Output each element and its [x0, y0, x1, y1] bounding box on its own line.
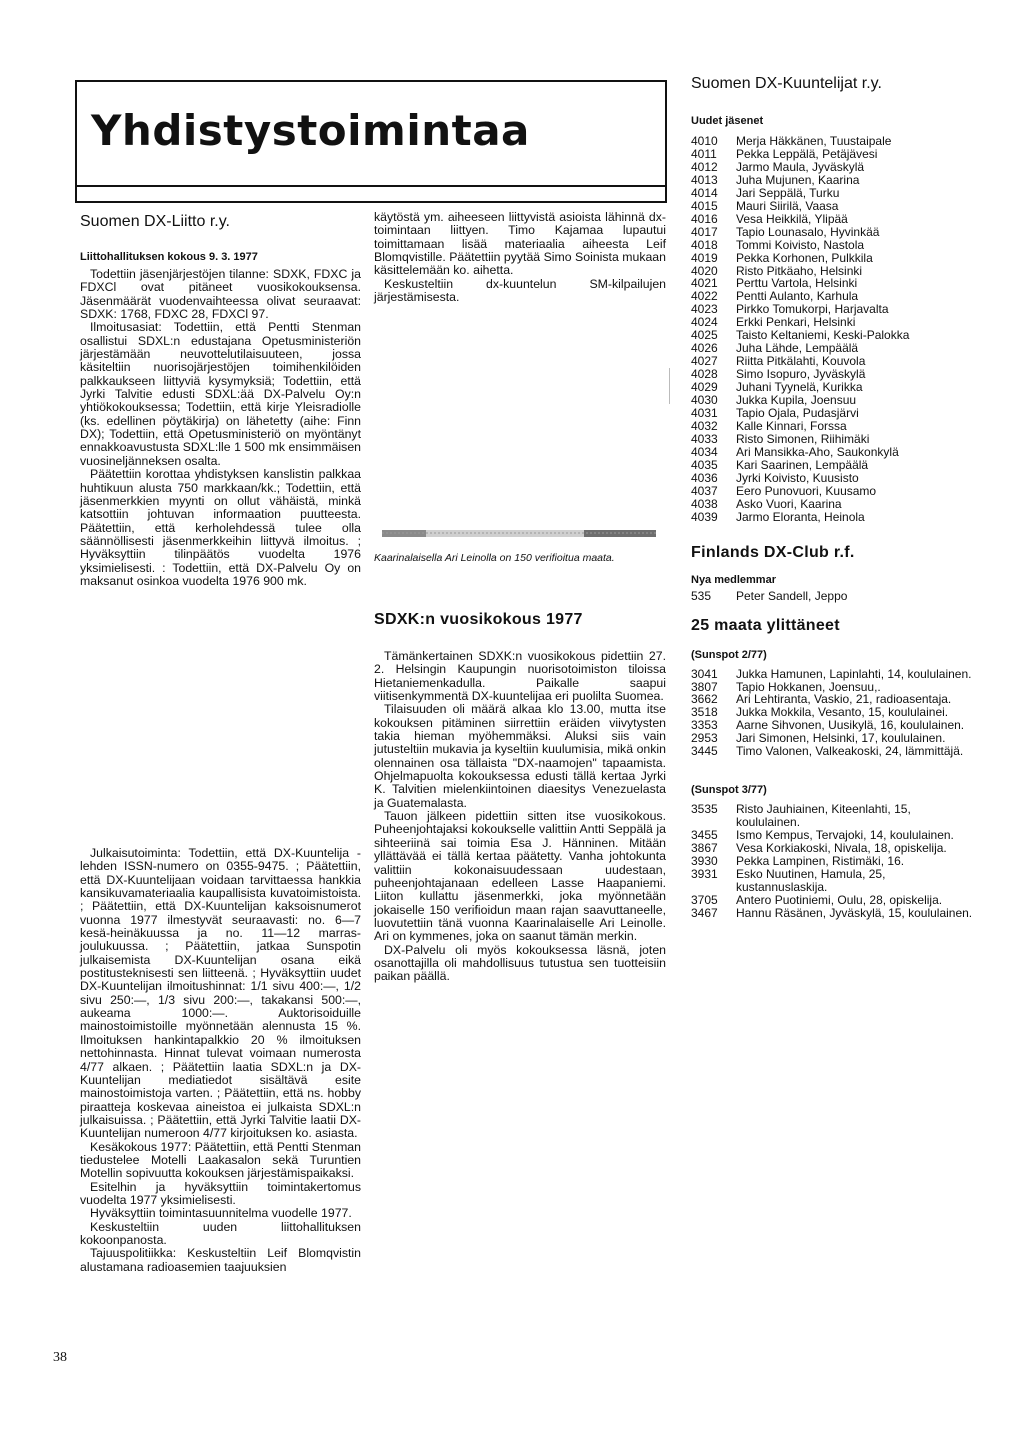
member-name: Taisto Keltaniemi, Keski-Palokka [736, 328, 910, 343]
right-column [691, 75, 977, 920]
column-rule [669, 368, 670, 404]
member-name: Kalle Kinnari, Forssa [736, 418, 847, 433]
list-item [691, 433, 977, 446]
list-item [691, 446, 977, 459]
member-number: 535 [691, 588, 712, 603]
member-name: Timo Valonen, Valkeakoski, 24, lämmittäjä. [736, 744, 964, 759]
member-name: Pekka Lampinen, Ristimäki, 16. [736, 854, 905, 869]
list-item [691, 907, 977, 920]
member-name: Perttu Vartola, Helsinki [736, 276, 858, 291]
member-name: Jari Seppälä, Turku [736, 185, 840, 200]
member-name: Asko Vuori, Kaarina [736, 496, 842, 511]
member-number: 4018 [691, 237, 718, 252]
member-number: 2953 [691, 731, 718, 746]
member-number: 4024 [691, 315, 718, 330]
member-number: 4038 [691, 496, 718, 511]
sunspot-2-heading: (Sunspot 2/77) [691, 648, 767, 661]
sunspot-2-list [691, 668, 977, 759]
member-name: Vesa Heikkilä, Ylipää [736, 211, 848, 226]
paragraph: Hyväksyttiin toimintasuunnitelma vuodelle 1977. [90, 1206, 352, 1221]
paragraph: Kesäkokous 1977: Päätettiin, että Pentti Stenman tiedustelee Motelli Laakasalon sekä Turuntien Motellin sopivuutta kokouksen järjestämispaikaksi. [80, 1139, 361, 1181]
member-number: 4010 [691, 134, 718, 148]
new-members-heading: Uudet jäsenet [691, 115, 764, 127]
title-box-rule [77, 185, 665, 187]
title-box [75, 80, 667, 203]
member-name: Risto Simonen, Riihimäki [736, 431, 870, 446]
member-name: Jyrki Koivisto, Kuusisto [736, 470, 859, 485]
member-name: Kari Saarinen, Lempäälä [736, 457, 869, 472]
member-name: Ari Mansikka-Aho, Saukonkylä [736, 444, 899, 459]
member-name: Riitta Pitkälahti, Kouvola [736, 354, 866, 369]
member-name: Ari Lehtiranta, Vaskio, 21, radioasentaja. [736, 692, 952, 707]
sunspot-3-heading: (Sunspot 3/77) [691, 784, 767, 797]
paragraph: käytöstä ym. aiheeseen liittyvistä asioista lähinnä dx-toimintaan liittyen. Timo Kajamaa lupautui toimittamaan lisää materiaalia aiheesta Leif Blomqvistille. Päätettiin pyytää Simo Soinista mukaan käsittelemään ko. aihetta. [374, 210, 666, 278]
member-name: Juha Mujunen, Kaarina [736, 172, 860, 187]
list-item [691, 161, 977, 174]
member-number: 3353 [691, 718, 718, 733]
paragraph: Tilaisuuden oli määrä alkaa klo 13.00, mutta itse kokouksen pitäminen siirrettiin eräiden viivytysten takia hieman myöhemmäksi. Aluksi siis vain jutusteltiin mukavia ja kyseltiin kuulumisia, mikä onkin olennainen osa tällaista "DX-naamojen" tapaamista. Ohjelmapuolta kokouksessa edusti tällä kertaa Jyrki K. Talvitien mielenkiintoinen diaesitys Venezuelasta ja Guatemalasta. [374, 702, 666, 810]
member-name: Jarmo Eloranta, Heinola [736, 509, 865, 524]
member-name: Merja Häkkänen, Tuustaipale [736, 134, 892, 148]
left-article-bottom [80, 847, 361, 1274]
member-number: 4039 [691, 509, 718, 524]
member-number: 4023 [691, 302, 718, 317]
member-number: 3535 [691, 802, 718, 817]
member-name: Eero Punovuori, Kuusamo [736, 483, 877, 498]
member-number: 3467 [691, 905, 718, 920]
member-number: 4035 [691, 457, 718, 472]
list-item [691, 668, 977, 681]
paragraph: Ilmoitusasiat: Todettiin, että Pentti Stenman osallistui SDXL:n edustajana Opetusministeriön järjestämään neuvottelutilaisuuteen, jossa käsiteltiin nuorisojärjestöjen toimihenkilöiden palkkaukseen liittyviä kysymyksiä; Todettiin, että Jyrki Talvitie edusti SDXL:ää DX-Palvelu Oy:n yhtiökokouksessa; Todettiin, että kirje Yleisradiolle (ks. edellinen pöytäkirja) on lähetetty (aihe: Finn DX); Todettiin, että Opetusministeriö on myöntänyt ennakkoavustusta SDXL:lle 1 500 mk ensimmäisen vuosineljänneksen osalta. [80, 320, 361, 468]
member-name: Jarmo Maula, Jyväskylä [736, 159, 865, 174]
member-number: 4015 [691, 198, 718, 213]
member-number: 4017 [691, 224, 718, 239]
list-item [691, 498, 977, 511]
member-number: 4020 [691, 263, 718, 278]
paragraph: Todettiin jäsenjärjestöjen tilanne: SDXK, FDXC ja FDXCl ovat pitäneet vuosikokouksensa. Jäsenmäärät vuodenvaihteessa olivat seuraavat: SDXK: 1768, FDXC 28, FDXCl 97. [80, 267, 361, 322]
member-name: Pekka Korhonen, Pulkkila [736, 250, 873, 265]
member-number: 4026 [691, 341, 718, 356]
list-item [691, 174, 977, 187]
paragraph: Päätettiin korottaa yhdistyksen kanslistin palkkaa huhtikuun alusta 750 markkaan/kk.; Todettiin, että jäsenmerkkien myynti on ollut vähäistä, minkä katsottiin johtuvan informaation puutteesta. Päätettiin, että kerholehdessä tulee olla säännöllisesti jäsenmerkkeihin liittyvä ilmoitus. ; Hyväksyttiin tilinpäätös vuodelta 1976 yksimielisesti. : Todettiin, että DX-Palvelu Oy on maksanut osinkoa vuodelta 1976 900 mk. [80, 467, 361, 588]
list-item [691, 472, 977, 485]
member-name: Hannu Räsänen, Jyväskylä, 15, koululainen. [736, 905, 973, 920]
member-name: Ismo Kempus, Tervajoki, 14, koululainen. [736, 828, 954, 843]
org-heading-sdxl: Suomen DX-Liitto r.y. [80, 213, 230, 230]
list-item [691, 868, 977, 894]
list-item [691, 187, 977, 200]
section-banner: Yhdistystoimintaa [91, 106, 530, 155]
photo-fragment [374, 524, 666, 546]
member-number: 3518 [691, 705, 718, 720]
list-item [691, 894, 977, 907]
member-number: 4029 [691, 380, 718, 395]
member-name: Pekka Leppälä, Petäjävesi [736, 146, 878, 161]
member-number: 3041 [691, 666, 718, 681]
member-number: 3445 [691, 744, 718, 759]
paragraph: Julkaisutoiminta: Todettiin, että DX-Kuuntelija -lehden ISSN-numero on 0355-9475. ; Päätettiin, että DX-Kuuntelijaan voidaan tarvittaessa hankkia kansikuvamateriaalia kaupallisista kuvatoimistoista. ; Päätettiin, että DX-Kuuntelijan kaksoisnumerot vuonna 1977 ilmestyvät seuraavasti: no. 6—7 kesä-heinäkuussa ja no. 11—12 marras-joulukuussa. ; Päätettiin, jatkaa Sunspotin julkaisemista DX-Kuuntelijan osana eikä postitusteknisesti sen liitteenä. ; Hyväksyttiin uudet DX-Kuuntelijan ilmoitushinnat: 1/1 sivu 400:—, 1/2 sivu 250:—, 1/3 sivu 200:—, takakansi 500:—, aukeama 1000:—. Auktorisoiduille mainostoimistoille myönnetään alennusta 15 %. Ilmoituksen hankintapalkkio 20 % ilmoituksen nettohinnasta. Hinnat tulevat voimaan numerosta 4/77 alkaen. ; Päätettiin laatia SDXL:n ja DX-Kuuntelijan mediatiedot sisältävä esite mainostoimistoja varten. ; Päätettiin, että ns. hobby piraatteja koskevaa aineistoa ei julkaista SDXL:n julkaisuissa. ; Päätettiin, että Jyrki Talvitie laatii DX-Kuuntelijan numeroon 4/77 kirjoituksen ko. asiasta. [80, 846, 361, 1141]
member-name: Tapio Hokkanen, Joensuu,. [736, 679, 881, 694]
list-item [691, 590, 977, 603]
member-number: 4021 [691, 276, 718, 291]
org-heading-sdxk: Suomen DX-Kuuntelijat r.y. [691, 75, 882, 92]
member-number: 4011 [691, 146, 717, 161]
sdxk-meeting-heading: SDXK:n vuosikokous 1977 [374, 611, 583, 628]
member-number: 4034 [691, 444, 718, 459]
club-heading: Finlands DX-Club r.f. [691, 543, 855, 561]
member-name: Juha Lähde, Lempäälä [736, 341, 859, 356]
member-number: 4019 [691, 250, 718, 265]
countries-heading: 25 maata ylittäneet [691, 616, 840, 634]
member-name: Antero Puotiniemi, Oulu, 28, opiskelija. [736, 892, 943, 907]
list-item [691, 485, 977, 498]
member-name: Aarne Sihvonen, Uusikylä, 16, koululainen. [736, 718, 965, 733]
list-item [691, 745, 977, 758]
member-name: Risto Pitkäaho, Helsinki [736, 263, 863, 278]
member-name: Esko Nuutinen, Hamula, 25, kustannuslaskija. [736, 866, 886, 894]
sunspot-3-list [691, 803, 977, 920]
member-number: 3930 [691, 854, 718, 869]
list-item [691, 420, 977, 433]
member-number: 4016 [691, 211, 718, 226]
list-item [691, 459, 977, 472]
member-name: Pentti Aulanto, Karhula [736, 289, 859, 304]
page-number: 38 [53, 1350, 67, 1365]
paragraph: Esitelhin ja hyväksyttiin toimintakertomus vuodelta 1977 yksimielisesti. [80, 1179, 361, 1207]
left-column [80, 213, 361, 588]
member-number: 4031 [691, 406, 718, 421]
member-name: Mauri Siirilä, Vaasa [736, 198, 839, 213]
member-name: Jukka Kupila, Joensuu [736, 393, 857, 408]
list-item [691, 252, 977, 265]
club-member-list [691, 590, 977, 603]
member-number: 4028 [691, 367, 718, 382]
paragraph: Tämänkertainen SDXK:n vuosikokous pidettiin 27. 2. Helsingin Kaupungin nuorisotoimiston tiloissa Hietaniemenkadulla. Paikalle saapui viitisenkymmentä DX-kuuntelijaa eri puolilta Suomea. [374, 649, 666, 704]
paragraph: Keskusteltiin dx-kuuntelun SM-kilpailujen järjestämisesta. [374, 276, 666, 305]
member-number: 3705 [691, 892, 718, 907]
middle-article-bottom [374, 650, 666, 984]
meeting-heading: Liittohallituksen kokous 9. 3. 1977 [80, 251, 258, 263]
left-article-top [80, 268, 361, 588]
member-number: 4027 [691, 354, 718, 369]
member-name: Jukka Hamunen, Lapinlahti, 14, koululainen. [736, 666, 972, 681]
member-name: Tapio Ojala, Pudasjärvi [736, 406, 859, 421]
member-name: Tapio Lounasalo, Hyvinkää [736, 224, 880, 239]
member-number: 3662 [691, 692, 718, 707]
member-number: 3867 [691, 841, 718, 856]
list-item [691, 803, 977, 829]
member-number: 3931 [691, 866, 718, 881]
list-item [691, 239, 977, 252]
photo-caption: Kaarinalaisella Ari Leinolla on 150 verifioitua maata. [374, 552, 615, 564]
list-item [691, 148, 977, 161]
list-item [691, 135, 977, 148]
member-number: 3455 [691, 828, 718, 843]
paragraph: Tauon jälkeen pidettiin sitten itse vuosikokous. Puheenjohtajaksi kokoukselle valittiin Antti Seppälä ja sihteeriinä sai toimia Esa J. Hänninen. Mitään yllättävää ei tällä kertaa päätetty. Vanha johtokunta valittiin kokonaisuudessaan uudestaan, puheenjohtajanaan edelleen Lasse Haapaniemi. Liiton kullattu jäsenmerkki, joka myönnetään jokaiselle 150 verifioidun maan rajan saavuttaneelle, luovutettiin tänä vuonna Kaarinalaiselle Ari Leinolle. Ari on kymmenes, joka on saanut tämän merkin. [374, 809, 666, 944]
member-name: Simo Isopuro, Jyväskylä [736, 367, 866, 382]
member-number: 3807 [691, 679, 718, 694]
paragraph: Tajuuspolitiikka: Keskusteltiin Leif Blomqvistin alustamana radioasemien taajuuksien [80, 1246, 361, 1274]
member-name: Jari Simonen, Helsinki, 17, koululainen. [736, 731, 946, 746]
member-name: Jukka Mokkila, Vesanto, 15, koululainei. [736, 705, 949, 720]
member-name: Tommi Koivisto, Nastola [736, 237, 865, 252]
paragraph: DX-Palvelu oli myös kokouksessa läsnä, joten osanottajilla oli mahdollisuus tutustua sen tuotteisiin paikan päällä. [374, 942, 666, 984]
list-item [691, 200, 977, 213]
member-number: 4033 [691, 431, 718, 446]
member-number: 4022 [691, 289, 718, 304]
member-number: 4012 [691, 159, 718, 174]
member-name: Peter Sandell, Jeppo [736, 588, 848, 603]
member-number: 4036 [691, 470, 718, 485]
member-name: Vesa Korkiakoski, Nivala, 18, opiskelija. [736, 841, 947, 856]
member-name: Pirkko Tomukorpi, Harjavalta [736, 302, 889, 317]
member-name: Juhani Tyynelä, Kurikka [736, 380, 863, 395]
member-name: Risto Jauhiainen, Kiteenlahti, 15, koululainen. [736, 802, 911, 830]
member-number: 4025 [691, 328, 718, 343]
member-number: 4014 [691, 185, 718, 200]
list-item [691, 226, 977, 239]
member-number: 4037 [691, 483, 718, 498]
club-new-members-heading: Nya medlemmar [691, 573, 776, 586]
member-name: Erkki Penkari, Helsinki [736, 315, 856, 330]
member-number: 4032 [691, 418, 718, 433]
member-list [691, 135, 977, 524]
member-number: 4013 [691, 172, 718, 187]
list-item [691, 511, 977, 524]
member-number: 4030 [691, 393, 718, 408]
middle-article-top [374, 211, 666, 304]
paragraph: Keskusteltiin uuden liittohallituksen kokoonpanosta. [80, 1219, 361, 1247]
list-item [691, 213, 977, 226]
